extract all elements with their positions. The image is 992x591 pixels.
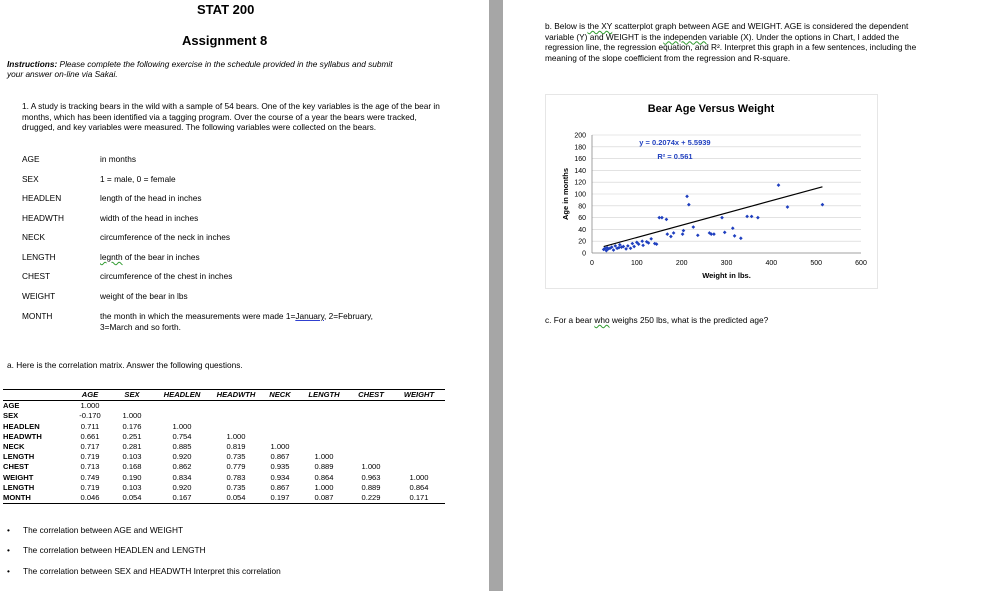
matrix-cell: 0.103	[122, 482, 142, 492]
variable-name: WEIGHT	[22, 291, 56, 301]
matrix-cell: 1.000	[122, 411, 142, 421]
matrix-cell: 1.000	[270, 442, 290, 452]
data-point	[756, 216, 760, 220]
instructions	[7, 59, 393, 79]
matrix-cell: 0.168	[122, 462, 142, 472]
matrix-cell	[111, 401, 153, 412]
data-point	[777, 183, 781, 187]
text-run: c. For a bear	[545, 315, 595, 325]
matrix-cell	[299, 432, 349, 442]
matrix-cell: 0.920	[172, 482, 192, 492]
matrix-row-label: AGE	[3, 401, 20, 411]
instructions-text-2: your answer on-line via Sakai.	[7, 69, 118, 79]
correlation-matrix	[3, 389, 445, 504]
y-axis-label: Age in months	[561, 167, 570, 221]
matrix-row-label: HEADLEN	[3, 421, 40, 431]
x-tick-label: 600	[855, 260, 867, 267]
x-axis-label: Weight in lbs.	[702, 271, 751, 280]
text-run: scatterplot graph between AGE and WEIGHT. AGE is considered the dependent	[612, 21, 909, 31]
matrix-cell	[349, 442, 393, 452]
y-tick-label: 40	[578, 226, 586, 234]
matrix-row-label: HEADWTH	[3, 431, 42, 441]
matrix-cell: 0.251	[122, 431, 142, 441]
y-tick-label: 0	[582, 250, 586, 258]
variable-desc	[100, 252, 200, 263]
misspelled-word: who	[594, 315, 610, 325]
matrix-cell	[211, 411, 261, 421]
misspelled-word: independen	[663, 31, 707, 42]
matrix-row-label: LENGTH	[3, 452, 35, 462]
matrix-cell: 0.934	[270, 472, 290, 482]
matrix-cell	[349, 432, 393, 442]
matrix-row-label: WEIGHT	[3, 472, 34, 482]
matrix-cell: 0.834	[172, 472, 192, 482]
text-run: variable (Y) and WEIGHT is the	[545, 31, 664, 42]
variable-name: AGE	[22, 154, 40, 164]
data-point	[672, 231, 676, 235]
regression-equation: y = 0.2074x + 5.5939	[639, 138, 711, 148]
variable-desc: weight of the bear in lbs	[100, 291, 188, 301]
x-tick-label: 400	[765, 260, 778, 267]
data-point	[669, 235, 673, 239]
text-run: b. Below is	[545, 21, 588, 31]
matrix-cell: 0.864	[409, 482, 429, 492]
matrix-cell: 0.735	[226, 452, 246, 462]
matrix-cell	[153, 411, 211, 421]
bullet-dot: •	[7, 545, 10, 555]
matrix-row	[3, 422, 445, 432]
matrix-corner	[3, 390, 69, 401]
matrix-cell: 0.719	[80, 452, 100, 462]
matrix-col-header: WEIGHT	[393, 390, 445, 401]
matrix-row	[3, 483, 445, 493]
matrix-cell: 0.754	[172, 431, 192, 441]
matrix-cell: 1.000	[172, 421, 192, 431]
variable-name: SEX	[22, 174, 39, 184]
text-run: regression line, the regression equation, and R². Interpret this graph in a few sentences, including the	[545, 42, 917, 53]
matrix-header-row	[3, 390, 445, 401]
matrix-row	[3, 432, 445, 442]
matrix-cell: 0.719	[80, 482, 100, 492]
matrix-cell: 0.281	[122, 442, 142, 452]
matrix-cell	[393, 411, 445, 421]
bullet-item	[7, 566, 281, 576]
matrix-row	[3, 462, 445, 472]
data-point	[720, 216, 724, 220]
matrix-row	[3, 401, 445, 412]
variable-name: HEADLEN	[22, 193, 62, 203]
matrix-cell: 0.167	[153, 493, 211, 504]
variable-name: NECK	[22, 232, 46, 242]
matrix-cell: 0.885	[172, 442, 192, 452]
document-subtitle: Assignment 8	[182, 33, 268, 48]
matrix-cell: 0.103	[122, 452, 142, 462]
y-tick-label: 80	[578, 203, 586, 211]
data-point	[631, 242, 635, 246]
matrix-cell: 0.867	[270, 482, 290, 492]
matrix-col-header: HEADLEN	[153, 390, 211, 401]
matrix-cell: 0.889	[314, 462, 334, 472]
part-a-question: a. Here is the correlation matrix. Answer the following questions.	[7, 360, 243, 370]
matrix-row	[3, 411, 445, 421]
matrix-cell: 0.190	[122, 472, 142, 482]
misspelled-word: the XY	[587, 21, 613, 31]
matrix-cell: 0.862	[172, 462, 192, 472]
part-b-question	[545, 21, 916, 63]
data-point	[624, 247, 628, 251]
matrix-cell: 0.229	[349, 493, 393, 504]
bullet-dot: •	[7, 566, 10, 576]
x-tick-label: 500	[810, 260, 823, 267]
data-point	[629, 246, 633, 250]
matrix-cell	[211, 401, 261, 412]
data-point	[723, 231, 727, 235]
bullet-item	[7, 545, 206, 555]
x-tick-label: 100	[630, 260, 643, 267]
matrix-cell: 0.889	[361, 482, 381, 492]
matrix-cell: 0.713	[80, 462, 100, 472]
matrix-cell: 0.087	[299, 493, 349, 504]
matrix-col-header: CHEST	[349, 390, 393, 401]
misspelled-word: legnth	[100, 252, 123, 262]
matrix-cell: 0.054	[211, 493, 261, 504]
matrix-cell	[393, 422, 445, 432]
matrix-cell: 1.000	[314, 482, 334, 492]
y-tick-label: 160	[574, 156, 586, 164]
variable-desc: 1 = male, 0 = female	[100, 174, 176, 184]
matrix-cell: 0.661	[80, 431, 100, 441]
chart-title: Bear Age Versus Weight	[647, 103, 775, 115]
document-title: STAT 200	[197, 2, 255, 17]
matrix-col-header: LENGTH	[299, 390, 349, 401]
r-squared-label: R² = 0.561	[657, 152, 693, 162]
grammar-flag: Januarу	[295, 311, 324, 321]
regression-line	[604, 187, 823, 247]
matrix-cell	[261, 401, 299, 412]
matrix-cell	[299, 422, 349, 432]
matrix-col-header: HEADWTH	[211, 390, 261, 401]
matrix-row	[3, 442, 445, 452]
matrix-cell: 0.783	[226, 472, 246, 482]
matrix-cell: 1.000	[80, 401, 100, 411]
matrix-cell	[393, 452, 445, 462]
matrix-cell: 0.717	[80, 442, 100, 452]
matrix-cell: 0.749	[80, 472, 100, 482]
bullet-text: The correlation between AGE and WEIGHT	[23, 525, 184, 535]
matrix-cell: 1.000	[361, 462, 381, 472]
matrix-cell: 1.000	[409, 472, 429, 482]
data-point	[665, 232, 669, 236]
question-1: 1. A study is tracking bears in the wild with a sample of 54 bears. One of the key variables is the age of the bear in months, which has been identified via a tagging program. Over the course of a year the bears were tracked, drugged, and key variables were measured. The following variables were collected on the bears.	[22, 101, 440, 133]
matrix-col-header: SEX	[111, 390, 153, 401]
bullet-item	[7, 525, 183, 535]
matrix-cell	[349, 422, 393, 432]
matrix-cell: 0.197	[261, 493, 299, 504]
matrix-cell	[153, 401, 211, 412]
bullet-dot: •	[7, 525, 10, 535]
right-page	[503, 0, 992, 591]
bullet-text: The correlation between HEADLEN and LENGTH	[23, 545, 206, 555]
matrix-cell	[393, 442, 445, 452]
matrix-row	[3, 452, 445, 462]
matrix-cell: 0.054	[111, 493, 153, 504]
matrix-cell	[299, 442, 349, 452]
x-tick-label: 300	[720, 260, 733, 267]
part-c-question	[545, 315, 768, 326]
text-run: variable (X). Under the options in Chart, I added the	[706, 31, 900, 42]
variable-desc	[100, 311, 430, 332]
matrix-cell: 0.864	[314, 472, 334, 482]
matrix-row-label: CHEST	[3, 462, 29, 472]
matrix-cell	[393, 432, 445, 442]
variable-desc: circumference of the neck in inches	[100, 232, 231, 242]
chart-svg	[546, 95, 877, 288]
variable-name: HEADWTH	[22, 213, 64, 223]
matrix-cell	[393, 462, 445, 472]
text-run: weighs 250 lbs, what is the predicted age?	[609, 315, 769, 325]
x-tick-label: 0	[590, 260, 594, 267]
left-page	[0, 0, 489, 591]
matrix-cell	[349, 411, 393, 421]
data-point	[612, 248, 616, 252]
y-tick-label: 200	[574, 132, 586, 140]
y-tick-label: 180	[574, 144, 586, 152]
data-point	[649, 237, 653, 241]
variable-desc-part: 3=March and so forth.	[100, 321, 181, 332]
matrix-row-label: SEX	[3, 411, 19, 421]
data-point	[640, 239, 644, 243]
matrix-col-header: AGE	[69, 390, 111, 401]
matrix-cell	[349, 452, 393, 462]
matrix-cell: 0.735	[226, 482, 246, 492]
data-point	[691, 225, 695, 229]
scatter-chart	[545, 94, 878, 289]
variable-desc-rest: of the bear in inches	[122, 252, 200, 262]
variable-desc: width of the head in inches	[100, 213, 199, 223]
text-run: meaning of the slope coefficient from the regression and R-square.	[545, 52, 791, 63]
y-tick-label: 20	[578, 238, 586, 246]
data-point	[739, 236, 743, 240]
matrix-cell: -0.170	[79, 411, 101, 421]
matrix-cell: 0.867	[270, 452, 290, 462]
matrix-row	[3, 493, 445, 504]
matrix-cell: 1.000	[226, 431, 246, 441]
variable-desc: in months	[100, 154, 136, 164]
matrix-cell: 0.963	[361, 472, 381, 482]
matrix-cell	[261, 422, 299, 432]
y-tick-label: 100	[574, 191, 586, 199]
matrix-cell	[393, 401, 445, 412]
x-tick-label: 200	[675, 260, 688, 267]
matrix-cell	[299, 401, 349, 412]
y-tick-label: 120	[574, 179, 586, 187]
matrix-cell: 1.000	[314, 452, 334, 462]
matrix-cell	[261, 411, 299, 421]
variable-desc: length of the head in inches	[100, 193, 202, 203]
matrix-row	[3, 473, 445, 483]
matrix-cell: 0.046	[69, 493, 111, 504]
matrix-cell: 0.935	[270, 462, 290, 472]
matrix-cell: 0.920	[172, 452, 192, 462]
variable-name: LENGTH	[22, 252, 56, 262]
data-point	[641, 243, 645, 247]
y-tick-label: 60	[578, 215, 586, 223]
matrix-row-label: LENGTH	[3, 482, 35, 492]
data-point	[696, 233, 700, 237]
matrix-cell	[261, 432, 299, 442]
matrix-cell: 0.819	[226, 442, 246, 452]
matrix-cell	[211, 422, 261, 432]
matrix-row-label: NECK	[3, 442, 25, 452]
data-point	[660, 216, 664, 220]
data-point	[665, 218, 669, 222]
data-point	[626, 244, 630, 248]
data-point	[733, 234, 737, 238]
data-point	[712, 232, 716, 236]
matrix-row-label: MONTH	[3, 493, 69, 504]
variable-desc-part: the month in which the measurements were made 1=	[100, 311, 296, 321]
variable-name: CHEST	[22, 271, 51, 281]
instructions-text: Please complete the following exercise in the schedule provided in the syllabus and submit	[57, 59, 393, 69]
data-point	[681, 232, 685, 236]
instructions-label: Instructions:	[7, 59, 58, 69]
matrix-cell: 0.176	[122, 421, 142, 431]
matrix-body	[3, 401, 445, 504]
bullet-text: The correlation between SEX and HEADWTH Interpret this correlation	[23, 566, 281, 576]
variable-name: MONTH	[22, 311, 53, 321]
matrix-cell	[299, 411, 349, 421]
matrix-col-header: NECK	[261, 390, 299, 401]
matrix-cell	[349, 401, 393, 412]
matrix-cell: 0.711	[80, 421, 100, 431]
matrix-cell: 0.171	[393, 493, 445, 504]
variable-desc: circumference of the chest in inches	[100, 271, 233, 281]
matrix-cell: 0.779	[226, 462, 246, 472]
data-point	[685, 195, 689, 199]
y-tick-label: 140	[574, 167, 586, 175]
variable-desc-part: , 2=February,	[324, 311, 373, 321]
data-point	[632, 245, 636, 249]
